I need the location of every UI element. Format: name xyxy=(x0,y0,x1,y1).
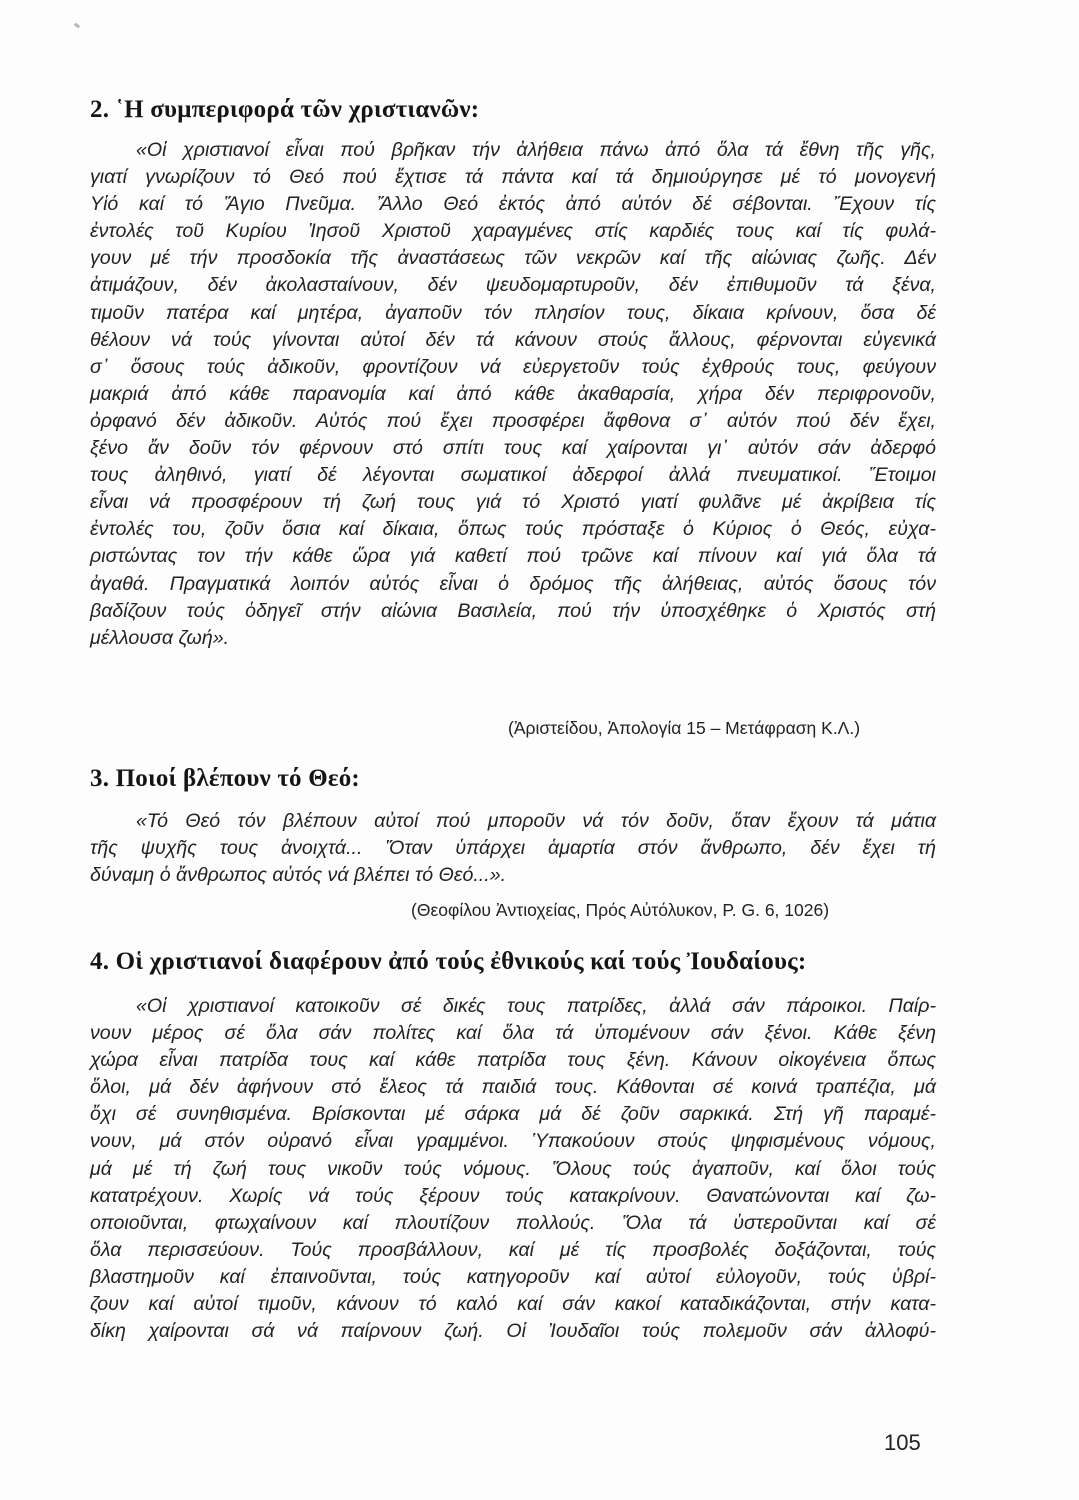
quote-paragraph-3 xyxy=(90,808,936,889)
quote-line: ξένο ἄν δοῦν τόν φέρνουν στό σπίτι τους καί χαίρονται γι᾽ αὐτόν σάν ἀδερφό xyxy=(90,437,936,460)
quote-line: μέλλουσα ζωή». xyxy=(90,626,230,649)
quote-line: χώρα εἶναι πατρίδα τους καί κάθε πατρίδα τους ξένη. Κάνουν οἰκογένεια ὅπως xyxy=(90,1049,936,1072)
page-number: 105 xyxy=(884,1430,921,1455)
quote-line: μακριά ἀπό κάθε παρανομία καί ἀπό κάθε ἀκαθαρσία, χήρα δέν περιφρονοῦν, xyxy=(90,382,936,405)
quote-line: βαδίζουν τούς ὁδηγεῖ στήν αἰώνια Βασιλεία, πού τήν ὑποσχέθηκε ὁ Χριστός στή xyxy=(90,599,936,622)
quote-line: οποιοῦνται, φτωχαίνουν καί πλουτίζουν πολλούς. Ὅλα τά ὑστεροῦνται καί σέ xyxy=(90,1211,936,1234)
quote-line: τιμοῦν πατέρα καί μητέρα, ἀγαποῦν τόν πλησίον τους, δίκαια κρίνουν, ὅσα δέ xyxy=(90,301,936,324)
quote-line: μά μέ τή ζωή τους νικοῦν τούς νόμους. Ὅλους τούς ἀγαποῦν, καί ὅλοι τούς xyxy=(90,1157,936,1180)
quote-line: ζουν καί αὐτοί τιμοῦν, κάνουν τό καλό καί σάν κακοί καταδικάζονται, στήν κατα- xyxy=(90,1293,936,1316)
section-heading-3: 3. Ποιοί βλέπουν τό Θεό: xyxy=(90,765,360,792)
citation-3: (Θεοφίλου Ἀντιοχείας, Πρός Αὐτόλυκον, P. G. 6, 1026) xyxy=(411,900,830,920)
quote-line: τῆς ψυχῆς τους ἀνοιχτά... Ὅταν ὑπάρχει ἁμαρτία στόν ἄνθρωπο, δέν ἔχει τή xyxy=(90,837,936,860)
quote-line: τους ἀληθινό, γιατί δέ λέγονται σωματικοί ἀδερφοί ἀλλά πνευματικοί. Ἕτοιμοι xyxy=(90,464,936,487)
quote-line: ριστώντας τον τήν κάθε ὥρα γιά καθετί πού τρῶνε καί πίνουν καί γιά ὅλα τά xyxy=(90,545,936,568)
quote-line: δίκη χαίρονται σά νά παίρνουν ζωή. Οἱ Ἰουδαῖοι τούς πολεμοῦν σάν ἀλλοφύ- xyxy=(90,1320,936,1343)
citation-2: (Ἀριστείδου, Ἀπολογία 15 – Μετάφραση Κ.Λ.) xyxy=(508,718,861,738)
quote-line: γουν μέ τήν προσδοκία τῆς ἀναστάσεως τῶν νεκρῶν καί τῆς αἰώνιας ζωῆς. Δέν xyxy=(90,247,936,270)
quote-line: δύναμη ὁ ἄνθρωπος αὐτός νά βλέπει τό Θεό...». xyxy=(90,864,507,887)
quote-line: ὅλοι, μά δέν ἀφήνουν στό ἔλεος τά παιδιά τους. Κάθονται σέ κοινά τραπέζια, μά xyxy=(90,1076,936,1099)
quote-line: βλαστημοῦν καί ἐπαινοῦνται, τούς κατηγοροῦν καί αὐτοί εὐλογοῦν, τούς ὑβρί- xyxy=(90,1265,936,1288)
quote-line: ἀγαθά. Πραγματικά λοιπόν αὐτός εἶναι ὁ δρόμος τῆς ἀλήθειας, αὐτός ὅσους τόν xyxy=(90,572,936,595)
quote-line: «Τό Θεό τόν βλέπουν αὐτοί πού μποροῦν νά τόν δοῦν, ὅταν ἔχουν τά μάτια xyxy=(136,810,936,832)
quote-line: ἐντολές του, ζοῦν ὅσια καί δίκαια, ὅπως τούς πρόσταξε ὁ Κύριος ὁ Θεός, εὐχα- xyxy=(90,518,936,541)
quote-line: νουν, μά στόν οὐρανό εἶναι γραμμένοι. Ὑπακούουν στούς ψηφισμένους νόμους, xyxy=(90,1130,936,1153)
quote-line: κατατρέχουν. Χωρίς νά τούς ξέρουν τούς κατακρίνουν. Θανατώνονται καί ζω- xyxy=(90,1184,936,1207)
scan-speck xyxy=(74,23,81,29)
quote-line: ὄχι σέ συνηθισμένα. Βρίσκονται μέ σάρκα μά δέ ζοῦν σαρκικά. Στή γῆ παραμέ- xyxy=(90,1103,936,1126)
quote-paragraph-4 xyxy=(90,993,936,1345)
quote-line: «Οἱ χριστιανοί κατοικοῦν σέ δικές τους πατρίδες, ἀλλά σάν πάροικοι. Παίρ- xyxy=(136,995,936,1017)
quote-line: θέλουν νά τούς γίνονται αὐτοί δέν τά κάνουν στούς ἄλλους, φέρνονται εὐγενικά xyxy=(90,328,936,351)
quote-line: εἶναι νά προσφέρουν τή ζωή τους γιά τό Χριστό γιατί φυλᾶνε μέ ἀκρίβεια τίς xyxy=(90,491,936,514)
section-heading-4: 4. Οἱ χριστιανοί διαφέρουν ἀπό τούς ἐθνικούς καί τούς Ἰουδαίους: xyxy=(90,948,807,975)
quote-line: ἀτιμάζουν, δέν ἀκολασταίνουν, δέν ψευδομαρτυροῦν, δέν ἐπιθυμοῦν τά ξένα, xyxy=(90,274,936,297)
section-heading-2: 2. ῾Η συμπεριφορά τῶν χριστιανῶν: xyxy=(90,96,480,123)
quote-line: νουν μέρος σέ ὅλα σάν πολίτες καί ὅλα τά ὑπομένουν σάν ξένοι. Κάθε ξένη xyxy=(90,1022,936,1045)
quote-line: ὀρφανό δέν ἀδικοῦν. Αὐτός πού ἔχει προσφέρει ἄφθονα σ᾽ αὐτόν πού δέν ἔχει, xyxy=(90,409,936,432)
quote-line: «Οἱ χριστιανοί εἶναι πού βρῆκαν τήν ἀλήθεια πάνω ἀπό ὅλα τά ἔθνη τῆς γῆς, xyxy=(136,139,936,161)
quote-paragraph-2 xyxy=(90,137,936,652)
quote-line: ὅλα περισσεύουν. Τούς προσβάλλουν, καί μέ τίς προσβολές δοξάζονται, τούς xyxy=(90,1238,936,1261)
quote-line: γιατί γνωρίζουν τό Θεό πού ἔχτισε τά πάντα καί τά δημιούργησε μέ τό μονογενή xyxy=(90,166,936,189)
quote-line: ἐντολές τοῦ Κυρίου Ἰησοῦ Χριστοῦ χαραγμένες στίς καρδιές τους καί τίς φυλά- xyxy=(90,220,936,243)
quote-line: σ᾽ ὅσους τούς ἀδικοῦν, φροντίζουν νά εὐεργετοῦν τούς ἐχθρούς τους, φεύγουν xyxy=(90,355,936,378)
quote-line: Υἱό καί τό Ἅγιο Πνεῦμα. Ἄλλο Θεό ἐκτός ἀπό αὐτόν δέ σέβονται. Ἔχουν τίς xyxy=(90,193,936,216)
